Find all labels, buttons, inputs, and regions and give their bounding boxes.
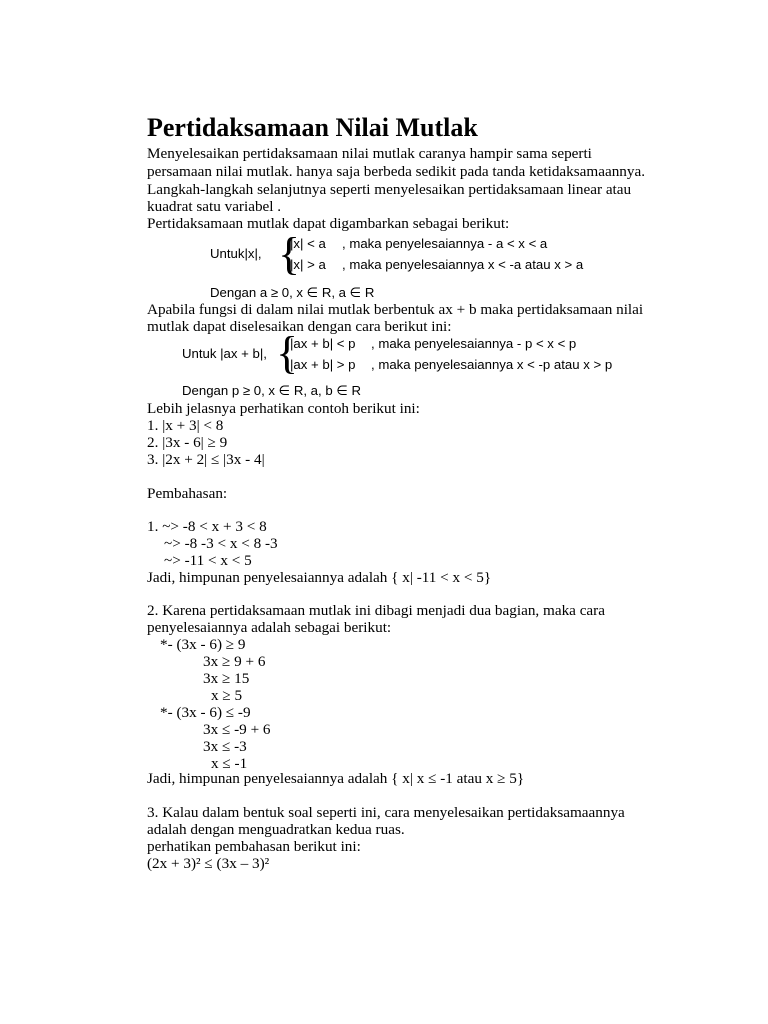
solution-2-case-b-step: 3x ≤ -9 + 6 xyxy=(203,721,271,738)
intro-line: Pertidaksamaan mutlak dapat digambarkan sebagai berikut: xyxy=(147,215,510,232)
formula-2-case-2-condition: |ax + b| > p xyxy=(290,357,356,372)
formula-1-lead: Untuk|x|, xyxy=(210,246,262,261)
paragraph-line: mutlak dapat diselesaikan dengan cara berikut ini: xyxy=(147,318,452,335)
formula-1-case-2-condition: |x| > a xyxy=(290,257,326,272)
solution-2-result: Jadi, himpunan penyelesaiannya adalah { x| x ≤ -1 atau x ≥ 5} xyxy=(147,770,525,787)
example-item: 2. |3x - 6| ≥ 9 xyxy=(147,434,228,451)
formula-2-case-1-condition: |ax + b| < p xyxy=(290,336,356,351)
solution-1-step: ~> -11 < x < 5 xyxy=(164,552,252,569)
solution-2-case-b-step: x ≤ -1 xyxy=(211,755,248,772)
solution-2-case-a-head: *- (3x - 6) ≥ 9 xyxy=(160,636,246,653)
intro-line: Langkah-langkah selanjutnya seperti menyelesaikan pertidaksamaan linear atau xyxy=(147,181,632,198)
intro-line: kuadrat satu variabel . xyxy=(147,198,282,215)
solution-2-case-a-step: x ≥ 5 xyxy=(211,687,243,704)
paragraph-line: Apabila fungsi di dalam nilai mutlak berbentuk ax + b maka pertidaksamaan nilai xyxy=(147,301,644,318)
example-item: 1. |x + 3| < 8 xyxy=(147,417,224,434)
formula-1-case-2-result: , maka penyelesaiannya x < -a atau x > a xyxy=(342,257,584,272)
solution-2-case-a-step: 3x ≥ 15 xyxy=(203,670,250,687)
solution-1-step: ~> -8 -3 < x < 8 -3 xyxy=(164,535,278,552)
solution-3-line: adalah dengan menguadratkan kedua ruas. xyxy=(147,821,405,838)
solution-2-intro: penyelesaiannya adalah sebagai berikut: xyxy=(147,619,392,636)
example-item: 3. |2x + 2| ≤ |3x - 4| xyxy=(147,451,265,468)
intro-line: persamaan nilai mutlak. hanya saja berbeda sedikit pada tanda ketidaksamaannya. xyxy=(147,163,646,180)
left-brace-icon: { xyxy=(276,327,299,378)
formula-1-condition: Dengan a ≥ 0, x ∈ R, a ∈ R xyxy=(210,285,375,300)
intro-line: Menyelesaikan pertidaksamaan nilai mutlak caranya hampir sama seperti xyxy=(147,145,592,162)
solution-3-line: 3. Kalau dalam bentuk soal seperti ini, cara menyelesaikan pertidaksamaannya xyxy=(147,804,625,821)
page-title: Pertidaksamaan Nilai Mutlak xyxy=(147,113,478,142)
solution-2-case-b-head: *- (3x - 6) ≤ -9 xyxy=(160,704,251,721)
solution-2-case-b-step: 3x ≤ -3 xyxy=(203,738,247,755)
formula-2-lead: Untuk |ax + b|, xyxy=(182,346,267,361)
solution-2-case-a-step: 3x ≥ 9 + 6 xyxy=(203,653,266,670)
examples-intro: Lebih jelasnya perhatikan contoh berikut ini: xyxy=(147,400,420,417)
solution-3-line: perhatikan pembahasan berikut ini: xyxy=(147,838,361,855)
formula-1-case-1-condition: |x| < a xyxy=(290,236,326,251)
formula-2-case-1-result: , maka penyelesaiannya - p < x < p xyxy=(371,336,577,351)
solution-1-result: Jadi, himpunan penyelesaiannya adalah { x| -11 < x < 5} xyxy=(147,569,492,586)
left-brace-icon: { xyxy=(278,228,301,279)
pembahasan-heading: Pembahasan: xyxy=(147,485,228,502)
solution-2-intro: 2. Karena pertidaksamaan mutlak ini dibagi menjadi dua bagian, maka cara xyxy=(147,602,605,619)
formula-1-case-1-result: , maka penyelesaiannya - a < x < a xyxy=(342,236,548,251)
formula-2-condition: Dengan p ≥ 0, x ∈ R, a, b ∈ R xyxy=(182,383,362,398)
solution-1-step: 1. ~> -8 < x + 3 < 8 xyxy=(147,518,267,535)
formula-2-case-2-result: , maka penyelesaiannya x < -p atau x > p xyxy=(371,357,613,372)
solution-3-line: (2x + 3)² ≤ (3x – 3)² xyxy=(147,855,270,872)
